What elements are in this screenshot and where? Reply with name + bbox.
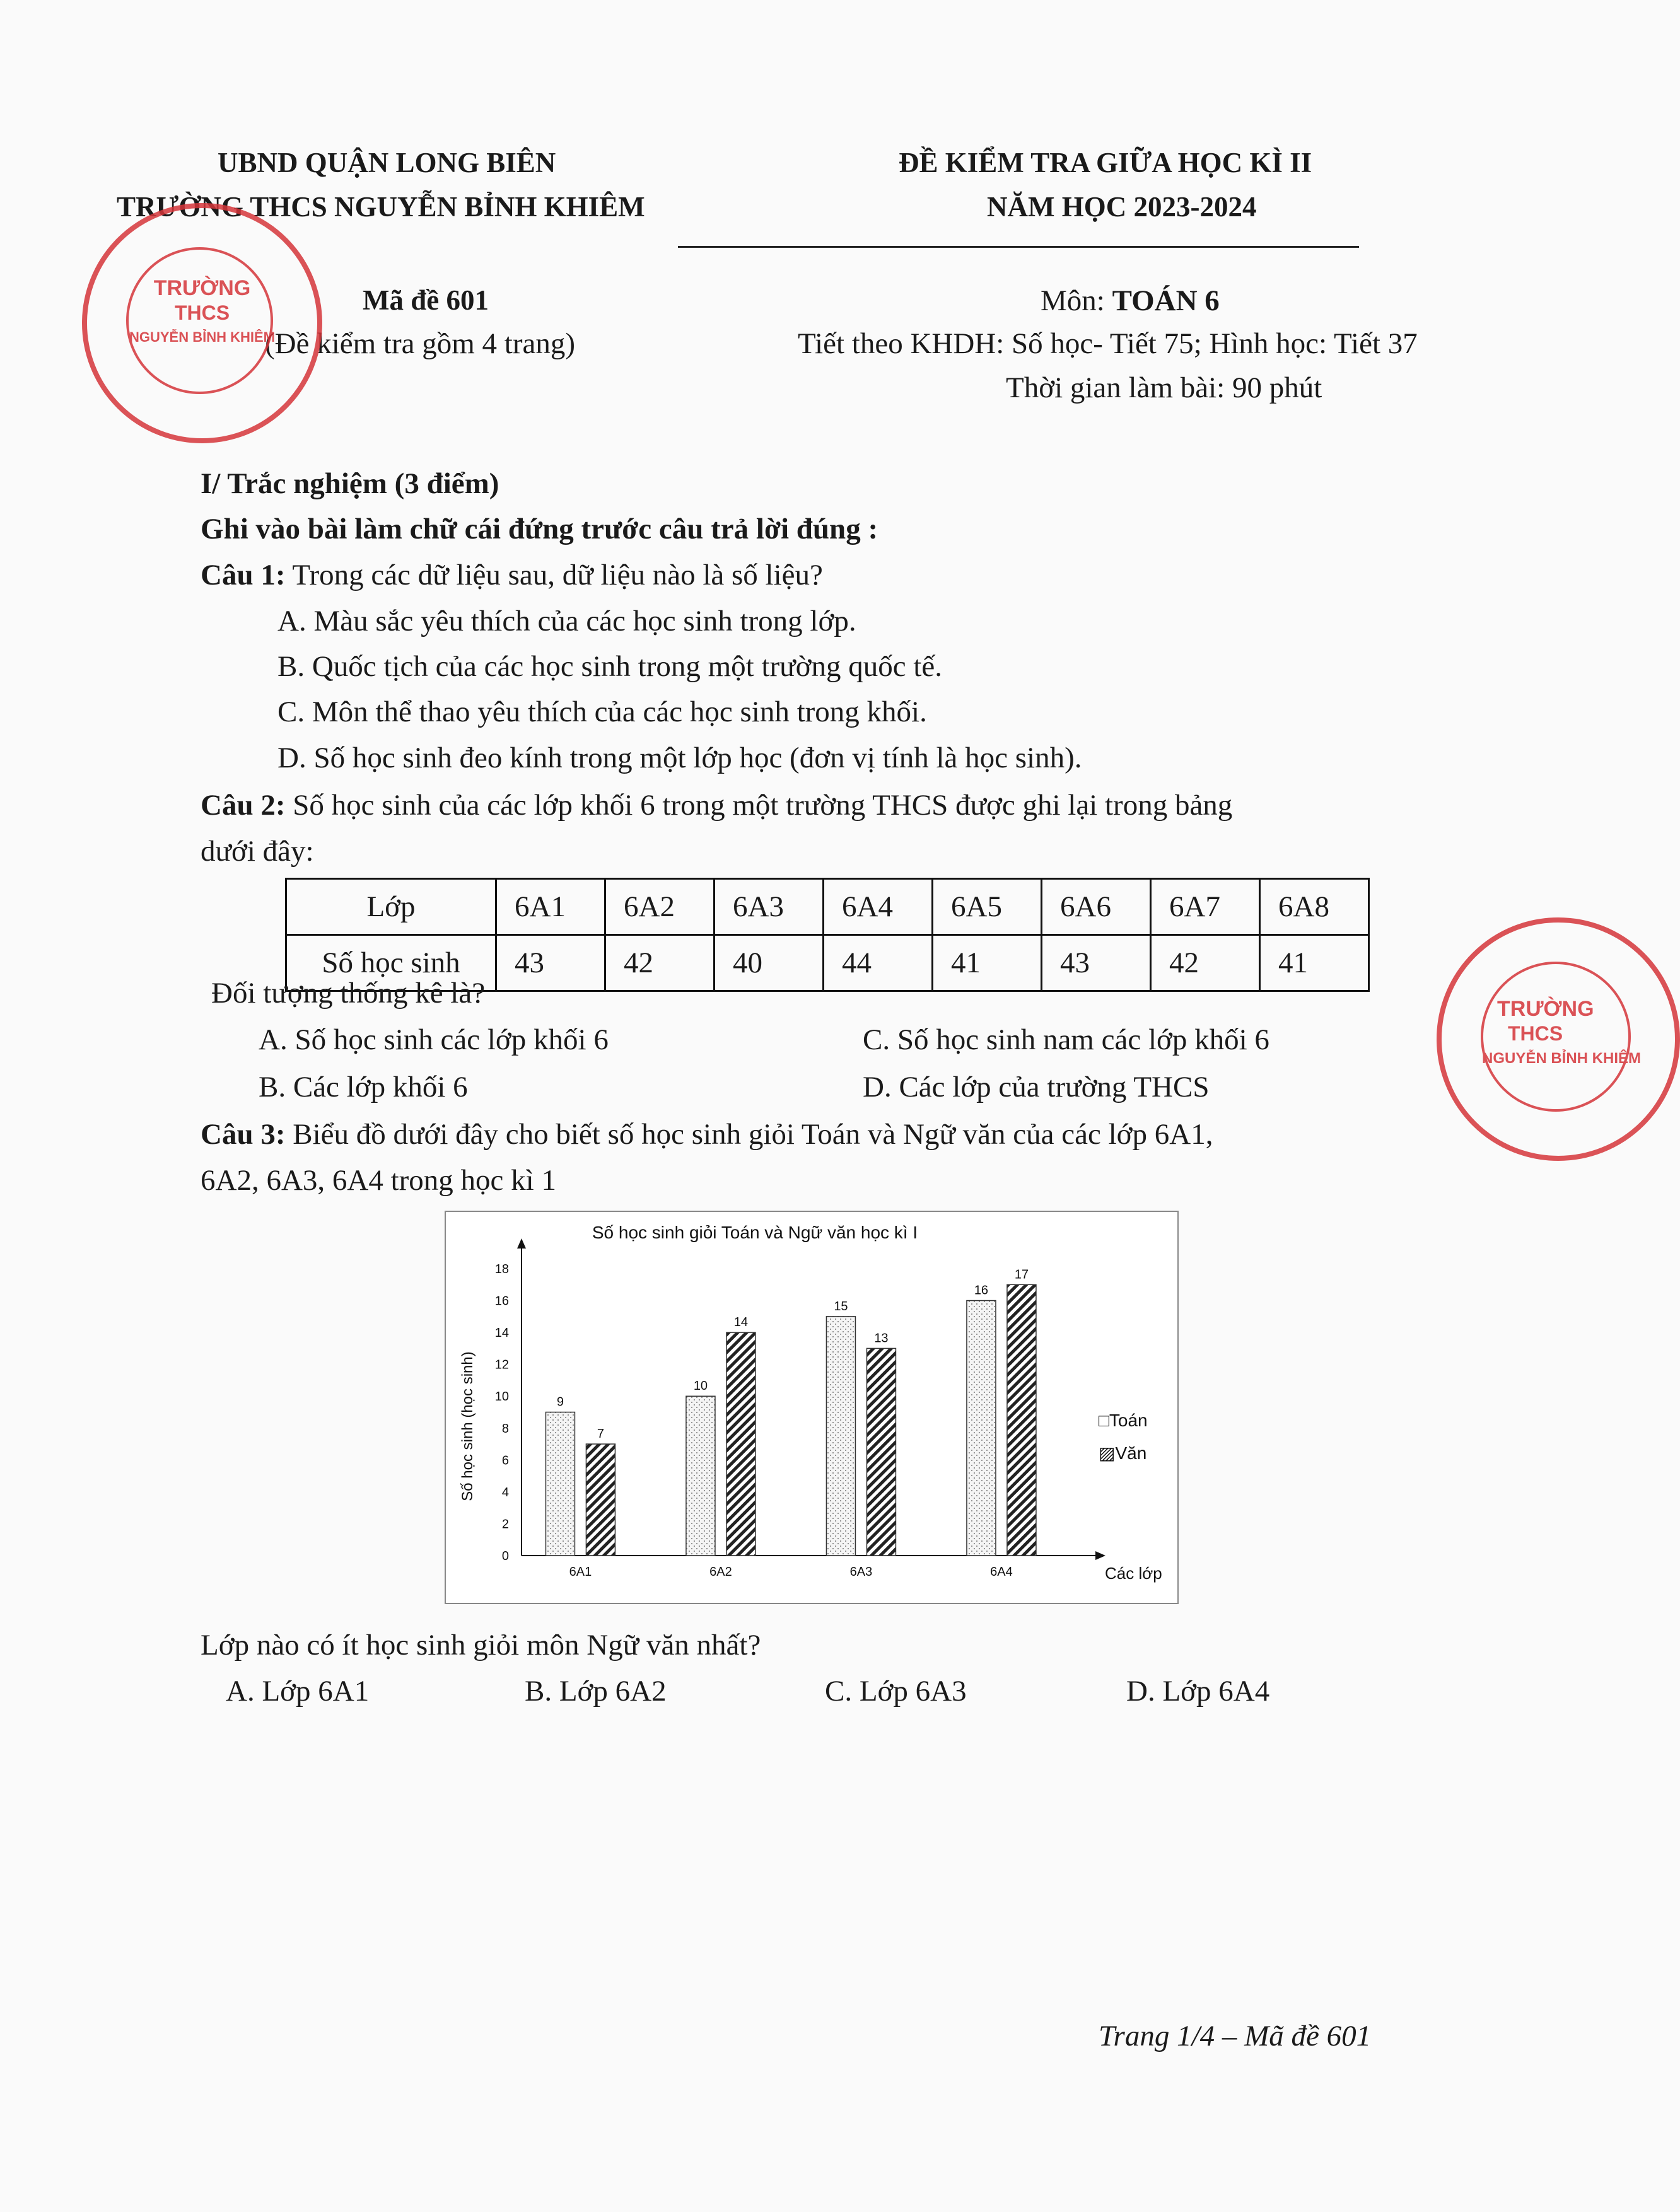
bar-value-label: 17 <box>1014 1267 1029 1282</box>
time-limit: Thời gian làm bài: 90 phút <box>1006 371 1322 404</box>
q2-question: Đối tượng thống kê là? <box>211 977 486 1010</box>
question-2 <box>201 788 1232 822</box>
bar-toán-6a1 <box>545 1412 575 1556</box>
table-cell: 42 <box>605 935 715 991</box>
bar-văn-6a4 <box>1007 1284 1036 1556</box>
bar-value-label: 9 <box>556 1395 564 1409</box>
x-tick-label: 6A2 <box>709 1565 732 1579</box>
bar-chart <box>445 1211 1179 1604</box>
q2-option-b: B. Các lớp khối 6 <box>259 1071 468 1103</box>
school-stamp: TRƯỜNG THCS NGUYỄN BỈNH KHIÊM <box>82 203 322 443</box>
q2-option-d: D. Các lớp của trường THCS <box>863 1071 1210 1103</box>
section-title: I/ Trắc nghiệm (3 điểm) <box>201 467 499 500</box>
y-tick-label: 6 <box>501 1453 509 1468</box>
y-tick-label: 4 <box>501 1485 509 1499</box>
table-cell: 44 <box>824 935 933 991</box>
table-cell: 41 <box>1260 935 1369 991</box>
subject-label: Môn: <box>1041 284 1112 317</box>
table-cell: 6A8 <box>1260 879 1369 935</box>
q3-text-line2: 6A2, 6A3, 6A4 trong học kì 1 <box>201 1164 556 1197</box>
table-row <box>286 879 1369 935</box>
bar-văn-6a1 <box>586 1444 615 1556</box>
subject-line <box>1041 284 1220 318</box>
table-cell: 40 <box>715 935 824 991</box>
q3-text: Biểu đồ dưới đây cho biết số học sinh giỏi Toán và Ngữ văn của các lớp 6A1, <box>285 1118 1213 1151</box>
table-cell: 6A2 <box>605 879 715 935</box>
bar-văn-6a2 <box>726 1332 755 1556</box>
y-tick-label: 0 <box>501 1549 509 1563</box>
q3-option-d: D. Lớp 6A4 <box>1126 1675 1270 1708</box>
table-cell: 41 <box>933 935 1042 991</box>
table-cell: 6A4 <box>824 879 933 935</box>
district-name: UBND QUẬN LONG BIÊN <box>218 147 556 178</box>
table-header-class: Lớp <box>286 879 496 935</box>
exam-code: Mã đề 601 <box>363 284 489 316</box>
q1-option-d: D. Số học sinh đeo kính trong một lớp học (đơn vị tính là học sinh). <box>277 742 1082 774</box>
q1-option-c: C. Môn thể thao yêu thích của các học sinh trong khối. <box>277 696 927 728</box>
table-cell: 6A1 <box>496 879 605 935</box>
y-tick-label: 10 <box>494 1390 509 1404</box>
q1-option-b: B. Quốc tịch của các học sinh trong một trường quốc tế. <box>277 650 943 683</box>
y-tick-label: 16 <box>494 1294 509 1308</box>
table-cell: 6A6 <box>1042 879 1151 935</box>
exam-title: ĐỀ KIỂM TRA GIỮA HỌC KÌ II <box>899 147 1312 178</box>
page-footer: Trang 1/4 – Mã đề 601 <box>1099 2020 1372 2052</box>
x-tick-label: 6A3 <box>849 1565 873 1579</box>
legend-van: ▨Văn <box>1099 1443 1147 1463</box>
question-3 <box>201 1117 1213 1151</box>
x-tick-label: 6A1 <box>569 1565 592 1579</box>
bar-value-label: 15 <box>834 1299 848 1313</box>
x-tick-label: 6A4 <box>990 1565 1013 1579</box>
bar-value-label: 14 <box>733 1315 749 1330</box>
bar-value-label: 13 <box>874 1331 889 1346</box>
q3-label: Câu 3: <box>201 1118 286 1151</box>
school-name: TRƯỜNG THCS NGUYỄN BỈNH KHIÊM <box>117 191 645 223</box>
y-tick-label: 14 <box>494 1326 509 1341</box>
q3-option-a: A. Lớp 6A1 <box>226 1675 370 1708</box>
table-cell: 42 <box>1151 935 1260 991</box>
table-cell: 43 <box>496 935 605 991</box>
table-cell: 43 <box>1042 935 1151 991</box>
chart-title: Số học sinh giỏi Toán và Ngữ văn học kì I <box>592 1223 918 1242</box>
legend-toan: □Toán <box>1099 1411 1148 1430</box>
bar-toán-6a4 <box>967 1301 996 1556</box>
school-year: NĂM HỌC 2023-2024 <box>987 191 1257 223</box>
q2-label: Câu 2: <box>201 789 286 822</box>
bar-toán-6a2 <box>686 1396 715 1556</box>
q3-option-c: C. Lớp 6A3 <box>825 1675 967 1708</box>
q2-text: Số học sinh của các lớp khối 6 trong một trường THCS được ghi lại trong bảng <box>285 789 1233 822</box>
subject: TOÁN 6 <box>1112 284 1220 317</box>
q1-label: Câu 1: <box>201 559 286 591</box>
periods: Tiết theo KHDH: Số học- Tiết 75; Hình học: Tiết 37 <box>798 327 1418 360</box>
y-tick-label: 18 <box>494 1262 509 1276</box>
bar-toán-6a3 <box>826 1317 855 1556</box>
section-instruction: Ghi vào bài làm chữ cái đứng trước câu trả lời đúng : <box>201 513 878 545</box>
y-tick-label: 2 <box>501 1517 509 1532</box>
table-cell: 6A7 <box>1151 879 1260 935</box>
bar-văn-6a3 <box>866 1348 895 1556</box>
school-stamp-partial: TRƯỜNG THCS NGUYỄN BỈNH KHIÊM <box>1437 917 1680 1161</box>
question-1 <box>201 558 823 592</box>
bar-value-label: 16 <box>974 1283 989 1298</box>
y-axis-arrow <box>517 1238 526 1249</box>
table-header-count: Số học sinh <box>286 935 496 991</box>
y-tick-label: 8 <box>501 1421 509 1436</box>
q3-question: Lớp nào có ít học sinh giỏi môn Ngữ văn nhất? <box>201 1629 761 1662</box>
y-tick-label: 12 <box>494 1358 509 1372</box>
bar-value-label: 10 <box>693 1379 708 1394</box>
q1-option-a: A. Màu sắc yêu thích của các học sinh trong lớp. <box>277 605 856 637</box>
table-cell: 6A3 <box>715 879 824 935</box>
pages-note: (Đề kiểm tra gồm 4 trang) <box>265 327 576 360</box>
q2-option-c: C. Số học sinh nam các lớp khối 6 <box>863 1023 1269 1056</box>
x-axis-arrow <box>1095 1551 1105 1560</box>
header-rule <box>678 246 1359 248</box>
class-count-table <box>285 878 1370 992</box>
bar-value-label: 7 <box>597 1427 605 1441</box>
chart-xlabel: Các lớp <box>1105 1564 1162 1583</box>
q1-text: Trong các dữ liệu sau, dữ liệu nào là số liệu? <box>285 559 823 591</box>
chart-ylabel: Số học sinh (học sinh) <box>459 1351 476 1501</box>
q2-option-a: A. Số học sinh các lớp khối 6 <box>259 1023 609 1056</box>
q2-text-line2: dưới đây: <box>201 835 314 868</box>
q3-option-b: B. Lớp 6A2 <box>525 1675 667 1708</box>
table-cell: 6A5 <box>933 879 1042 935</box>
